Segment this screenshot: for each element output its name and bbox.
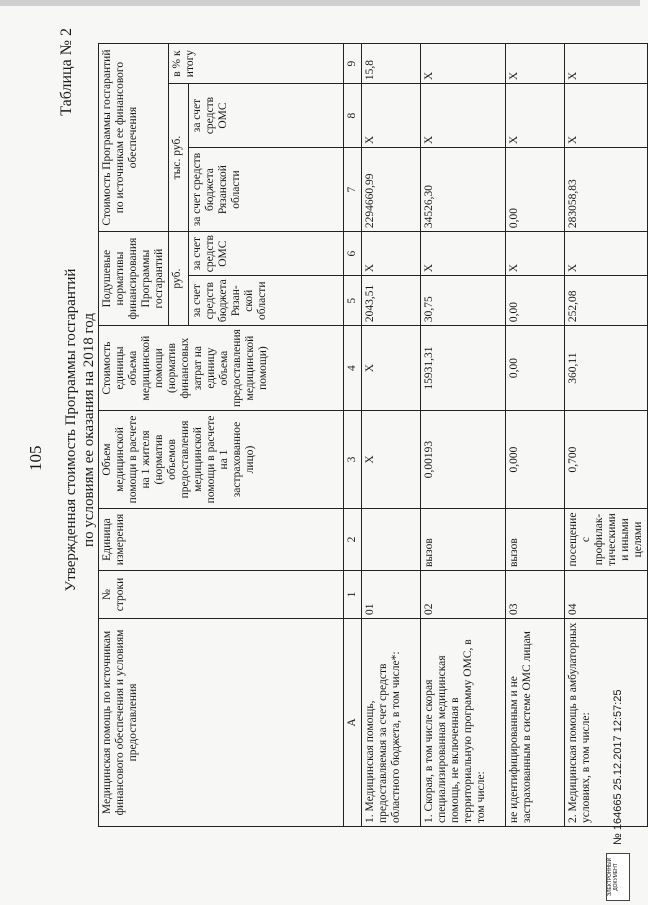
header-oms-k: за счет средств ОМС bbox=[189, 84, 344, 148]
col-number: 3 bbox=[344, 411, 362, 509]
header-oms: за счет средств ОМС bbox=[189, 232, 344, 276]
row-oms-per-capita: X bbox=[362, 232, 421, 276]
row-unit-cost: 15931,31 bbox=[421, 326, 506, 411]
row-pct: 15,8 bbox=[362, 44, 421, 84]
row-oms-cost: X bbox=[506, 84, 565, 148]
header-per-capita-unit: руб. bbox=[169, 232, 189, 326]
row-unit-cost: X bbox=[362, 326, 421, 411]
table-label: Таблица № 2 bbox=[58, 28, 75, 116]
header-unit-cost: Стоимость единицы объема медицинской помощи (норматив финансовых затрат на единицу объема предоставления медицинской помощи) bbox=[99, 326, 344, 411]
row-label: 1. Скорая, в том числе скорая специализированная медицинская помощь, не включенная в территориальную программу ОМС, в том числе: bbox=[421, 619, 506, 827]
row-number: 02 bbox=[421, 571, 506, 619]
table-row bbox=[565, 44, 648, 827]
header-a: Медицинская помощь по источникам финансового обеспечения и условиям предоставления bbox=[99, 619, 344, 827]
cost-table bbox=[98, 43, 648, 827]
row-number: 04 bbox=[565, 571, 648, 619]
col-number: 2 bbox=[344, 509, 362, 571]
row-volume: 0,000 bbox=[506, 411, 565, 509]
header-volume: Объем медицинской помощи в расчете на 1 жителя (норматив объемов предоставления медицинской помощи в расчете на 1 застрахованное лицо) bbox=[99, 411, 344, 509]
col-number: 5 bbox=[344, 276, 362, 326]
row-volume: 0,700 bbox=[565, 411, 648, 509]
row-volume: X bbox=[362, 411, 421, 509]
page-number: 105 bbox=[26, 445, 45, 471]
row-oms-per-capita: X bbox=[565, 232, 648, 276]
col-number: 1 bbox=[344, 571, 362, 619]
row-oms-cost: X bbox=[362, 84, 421, 148]
header-budget: за счет средств бюджета Рязан-ской области bbox=[189, 276, 344, 326]
table-row bbox=[362, 44, 421, 827]
row-unit: посещение с профилак-тическими и иными целями bbox=[565, 509, 648, 571]
table-row bbox=[506, 44, 565, 827]
row-number: 01 bbox=[362, 571, 421, 619]
col-number: 9 bbox=[344, 44, 362, 84]
row-unit: вызов bbox=[506, 509, 565, 571]
column-number-row bbox=[344, 44, 362, 827]
title-line-1: Утвержденная стоимость Программы госгарантий bbox=[63, 268, 79, 592]
row-budget-per-capita: 252,08 bbox=[565, 276, 648, 326]
col-number: 8 bbox=[344, 84, 362, 148]
row-unit-cost: 360,11 bbox=[565, 326, 648, 411]
row-pct: X bbox=[565, 44, 648, 84]
row-budget-cost: 283058,83 bbox=[565, 148, 648, 232]
document-footer: № 164665 25.12.2017 12:57:25 bbox=[612, 689, 624, 845]
table-row bbox=[421, 44, 506, 827]
row-volume: 0,00193 bbox=[421, 411, 506, 509]
row-oms-per-capita: X bbox=[421, 232, 506, 276]
header-cost-unit: тыс. руб. bbox=[169, 84, 189, 232]
row-oms-cost: X bbox=[421, 84, 506, 148]
title-line-2: по условиям ее оказания на 2018 год bbox=[81, 313, 97, 547]
header-per-capita: Подушевые нормативы финансирования Программы госгарантий bbox=[99, 232, 169, 326]
row-unit: вызов bbox=[421, 509, 506, 571]
header-row-no: № строки bbox=[99, 571, 344, 619]
row-budget-cost: 2294660,99 bbox=[362, 148, 421, 232]
header-pct: в % к итогу bbox=[169, 44, 344, 84]
row-budget-per-capita: 30,75 bbox=[421, 276, 506, 326]
row-oms-per-capita: X bbox=[506, 232, 565, 276]
row-pct: X bbox=[506, 44, 565, 84]
col-number: 4 bbox=[344, 326, 362, 411]
col-number: А bbox=[344, 619, 362, 827]
row-budget-per-capita: 2043,51 bbox=[362, 276, 421, 326]
header-row-1 bbox=[99, 44, 169, 827]
header-cost-group: Стоимость Программы госгарантий по источникам ее финансового обеспечения bbox=[99, 44, 169, 232]
header-unit: Единица измерения bbox=[99, 509, 344, 571]
row-budget-per-capita: 0,00 bbox=[506, 276, 565, 326]
row-label: 2. Медицинская помощь в амбулаторных условиях, в том числе: bbox=[565, 619, 648, 827]
document-title bbox=[62, 105, 98, 755]
stamp-text: ЭЛЕКТРОННЫЙ ДОКУМЕНТ bbox=[607, 857, 619, 897]
row-unit bbox=[362, 509, 421, 571]
row-budget-cost: 34526,30 bbox=[421, 148, 506, 232]
row-unit-cost: 0,00 bbox=[506, 326, 565, 411]
row-budget-cost: 0,00 bbox=[506, 148, 565, 232]
row-pct: X bbox=[421, 44, 506, 84]
header-budget-k: за счет средств бюджета Рязанской области bbox=[189, 148, 344, 232]
row-label: 1. Медицинская помощь, предоставляемая за счет средств областного бюджета, в том числе*: bbox=[362, 619, 421, 827]
row-label: не идентифицированным и не застрахованным в системе ОМС лицам bbox=[506, 619, 565, 827]
col-number: 6 bbox=[344, 232, 362, 276]
row-oms-cost: X bbox=[565, 84, 648, 148]
document-stamp bbox=[606, 853, 630, 901]
col-number: 7 bbox=[344, 148, 362, 232]
row-number: 03 bbox=[506, 571, 565, 619]
